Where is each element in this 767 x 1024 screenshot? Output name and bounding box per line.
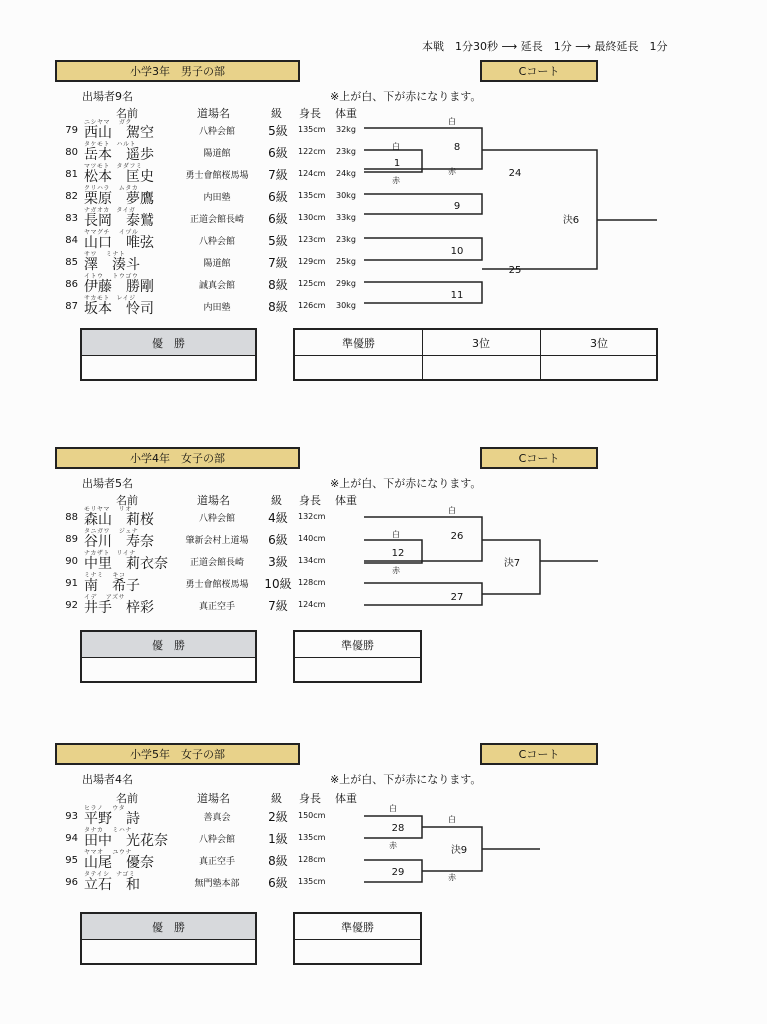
player-grade: 2級: [268, 810, 288, 824]
player-grade: 6級: [268, 533, 288, 547]
player-dojo: 八粋会館: [198, 514, 235, 524]
player-name: 栗原 夢鷹: [84, 191, 154, 207]
player-number: 96: [65, 877, 78, 888]
player-name: 西山 駕空: [84, 125, 154, 141]
red-label: 赤: [389, 841, 397, 850]
player-dojo: 正道会館長崎: [189, 215, 244, 225]
player-furigana: ヤマグチ イヅル: [84, 229, 139, 236]
player-name: 田中 光花奈: [84, 833, 168, 849]
winner-label: 優 勝: [82, 330, 255, 356]
col-name: 名前: [116, 792, 138, 805]
player-dojo: 八粋会館: [198, 127, 235, 137]
col-grade: 級: [271, 494, 282, 507]
player-number: 93: [65, 811, 78, 822]
player-grade: 3級: [268, 555, 288, 569]
player-height: 135cm: [298, 125, 326, 134]
player-furigana: ヒラノ ウタ: [84, 805, 126, 812]
match-number: 24: [508, 168, 522, 179]
winner-label: 優 勝: [82, 914, 255, 940]
player-grade: 7級: [268, 168, 288, 182]
col-dojo: 道場名: [197, 107, 230, 120]
player-dojo: 八粋会館: [198, 237, 235, 247]
results-runnerup-box: [293, 630, 422, 683]
match-number: 11: [450, 290, 464, 301]
player-height: 135cm: [298, 877, 326, 886]
results-winner-box: [80, 328, 257, 381]
player-furigana: マツモト タダフミ: [84, 163, 143, 170]
player-grade: 4級: [268, 511, 288, 525]
player-dojo: 内田塾: [203, 303, 231, 313]
player-weight: 29kg: [336, 279, 356, 288]
player-name: 山尾 優奈: [84, 855, 154, 871]
player-weight: 30kg: [336, 301, 356, 310]
results-winner-box: [80, 630, 257, 683]
white-label: 白: [389, 804, 397, 813]
white-label: 白: [448, 506, 456, 515]
results-places-box: [293, 328, 658, 381]
player-number: 87: [65, 301, 78, 312]
player-furigana: タナカ ミハナ: [84, 827, 132, 834]
player-height: 140cm: [298, 534, 326, 543]
player-weight: 32kg: [336, 125, 356, 134]
player-grade: 6級: [268, 876, 288, 890]
player-number: 89: [65, 534, 78, 545]
player-number: 84: [65, 235, 78, 246]
red-label: 赤: [392, 176, 400, 185]
player-name: 中里 莉衣奈: [84, 556, 168, 572]
col-name: 名前: [116, 107, 138, 120]
player-height: 123cm: [298, 235, 326, 244]
participant-count: 出場者4名: [82, 773, 133, 786]
final-match: 決7: [503, 558, 521, 569]
match-number: 8: [453, 142, 461, 153]
col-name: 名前: [116, 494, 138, 507]
player-furigana: イトウ トウゴウ: [84, 273, 139, 280]
match-number: 1: [393, 158, 401, 169]
col-height: 身長: [299, 494, 321, 507]
player-number: 86: [65, 279, 78, 290]
player-number: 80: [65, 147, 78, 158]
player-number: 88: [65, 512, 78, 523]
player-grade: 6級: [268, 146, 288, 160]
player-dojo: 善真会: [203, 813, 231, 823]
player-furigana: ミナミ キコ: [84, 572, 126, 579]
col-grade: 級: [271, 107, 282, 120]
match-number: 10: [450, 246, 464, 257]
player-weight: 25kg: [336, 257, 356, 266]
player-furigana: ヤマオ ユウナ: [84, 849, 132, 856]
player-height: 134cm: [298, 556, 326, 565]
red-label: 赤: [448, 167, 456, 176]
player-dojo: 内田塾: [203, 193, 231, 203]
player-name: 南 希子: [84, 578, 140, 594]
results-runnerup-box: [293, 912, 422, 965]
color-note: ※上が白、下が赤になります。: [330, 90, 482, 103]
white-label: 白: [392, 530, 400, 539]
player-name: 立石 和: [84, 877, 140, 893]
match-number: 28: [391, 823, 405, 834]
player-name: 伊藤 勝剛: [84, 279, 154, 295]
player-grade: 8級: [268, 300, 288, 314]
player-dojo: 八粋会館: [198, 835, 235, 845]
winner-label: 優 勝: [82, 632, 255, 658]
court-label: Cコート: [480, 60, 598, 82]
player-name: 岳本 遥歩: [84, 147, 154, 163]
player-name: 長岡 泰鷲: [84, 213, 154, 229]
player-furigana: サワ ミナト: [84, 251, 126, 258]
player-grade: 7級: [268, 599, 288, 613]
player-number: 79: [65, 125, 78, 136]
player-height: 125cm: [298, 279, 326, 288]
player-name: 平野 詩: [84, 811, 140, 827]
red-label: 赤: [392, 566, 400, 575]
player-number: 85: [65, 257, 78, 268]
player-weight: 24kg: [336, 169, 356, 178]
player-name: 澤 湊斗: [84, 257, 140, 273]
player-grade: 8級: [268, 854, 288, 868]
match-number: 9: [453, 201, 461, 212]
player-height: 150cm: [298, 811, 326, 820]
player-furigana: イデ アズサ: [84, 594, 126, 601]
player-height: 124cm: [298, 600, 326, 609]
col-weight: 体重: [335, 792, 357, 805]
player-name: 井手 梓彩: [84, 600, 154, 616]
player-dojo: 正道会館長崎: [189, 558, 244, 568]
player-furigana: ナカザト リイナ: [84, 550, 136, 557]
player-furigana: ナガオカ タイガ: [84, 207, 136, 214]
section-title: 小学4年 女子の部: [55, 447, 300, 469]
white-label: 白: [448, 815, 456, 824]
third-place-label: 3位: [472, 336, 490, 350]
player-height: 126cm: [298, 301, 326, 310]
player-height: 132cm: [298, 512, 326, 521]
player-number: 95: [65, 855, 78, 866]
runner-up-label: 準優勝: [342, 336, 375, 350]
player-height: 124cm: [298, 169, 326, 178]
col-weight: 体重: [335, 494, 357, 507]
match-number: 12: [391, 548, 405, 559]
player-number: 90: [65, 556, 78, 567]
player-grade: 8級: [268, 278, 288, 292]
player-grade: 5級: [268, 124, 288, 138]
player-weight: 23kg: [336, 147, 356, 156]
runner-up-label: 準優勝: [295, 632, 420, 658]
player-furigana: サカモト レイジ: [84, 295, 136, 302]
section-title: 小学3年 男子の部: [55, 60, 300, 82]
player-number: 92: [65, 600, 78, 611]
court-label: Cコート: [480, 447, 598, 469]
player-number: 82: [65, 191, 78, 202]
player-name: 谷川 寿奈: [84, 534, 154, 550]
player-dojo: 真正空手: [198, 857, 235, 867]
third-place-label: 3位: [590, 336, 608, 350]
participant-count: 出場者5名: [82, 477, 133, 490]
color-note: ※上が白、下が赤になります。: [330, 773, 482, 786]
player-grade: 6級: [268, 212, 288, 226]
player-grade: 7級: [268, 256, 288, 270]
player-weight: 23kg: [336, 235, 356, 244]
court-label: Cコート: [480, 743, 598, 765]
player-number: 83: [65, 213, 78, 224]
match-number: 27: [450, 592, 464, 603]
player-height: 129cm: [298, 257, 326, 266]
player-name: 坂本 怜司: [84, 301, 154, 317]
col-grade: 級: [271, 792, 282, 805]
match-number: 29: [391, 867, 405, 878]
player-grade: 6級: [268, 190, 288, 204]
player-height: 122cm: [298, 147, 326, 156]
player-number: 91: [65, 578, 78, 589]
participant-count: 出場者9名: [82, 90, 133, 103]
white-label: 白: [448, 117, 456, 126]
match-number: 26: [450, 531, 464, 542]
player-grade: 5級: [268, 234, 288, 248]
player-furigana: モリヤマ リオ: [84, 506, 132, 513]
player-furigana: タケモト ハルト: [84, 141, 137, 148]
player-height: 128cm: [298, 855, 326, 864]
final-match: 決6: [562, 215, 580, 226]
player-height: 128cm: [298, 578, 326, 587]
results-winner-box: [80, 912, 257, 965]
match-number: 25: [508, 265, 522, 276]
player-height: 135cm: [298, 833, 326, 842]
player-height: 135cm: [298, 191, 326, 200]
col-dojo: 道場名: [197, 494, 230, 507]
player-dojo: 勇士會館桜馬場: [185, 171, 249, 181]
runner-up-label: 準優勝: [295, 914, 420, 940]
white-label: 白: [392, 142, 400, 151]
player-dojo: 無門塾本部: [194, 879, 240, 889]
col-height: 身長: [299, 107, 321, 120]
color-note: ※上が白、下が赤になります。: [330, 477, 482, 490]
red-label: 赤: [448, 873, 456, 882]
col-weight: 体重: [335, 107, 357, 120]
player-grade: 1級: [268, 832, 288, 846]
player-grade: 10級: [264, 577, 292, 591]
player-furigana: クリハラ ムタカ: [84, 185, 139, 192]
col-dojo: 道場名: [197, 792, 230, 805]
player-height: 130cm: [298, 213, 326, 222]
section-title: 小学5年 女子の部: [55, 743, 300, 765]
player-weight: 33kg: [336, 213, 356, 222]
player-name: 森山 莉桜: [84, 512, 154, 528]
player-number: 81: [65, 169, 78, 180]
player-dojo: 誠真会館: [198, 281, 235, 291]
player-furigana: ニシヤマ ガク: [84, 119, 132, 126]
player-name: 山口 唯弦: [84, 235, 154, 251]
col-height: 身長: [299, 792, 321, 805]
player-dojo: 真正空手: [198, 602, 235, 612]
player-dojo: 肇新会村上道場: [185, 536, 249, 546]
player-dojo: 陽道館: [203, 149, 231, 159]
player-weight: 30kg: [336, 191, 356, 200]
player-dojo: 陽道館: [203, 259, 231, 269]
player-furigana: タニガワ ジュナ: [84, 528, 139, 535]
final-match: 決9: [450, 845, 468, 856]
player-number: 94: [65, 833, 78, 844]
player-furigana: タテイシ ナゴミ: [84, 871, 136, 878]
player-name: 松本 匡史: [84, 169, 154, 185]
player-dojo: 勇士會館桜馬場: [185, 580, 249, 590]
match-time-rules: 本戦 1分30秒 ⟶ 延長 1分 ⟶ 最終延長 1分: [422, 40, 668, 53]
